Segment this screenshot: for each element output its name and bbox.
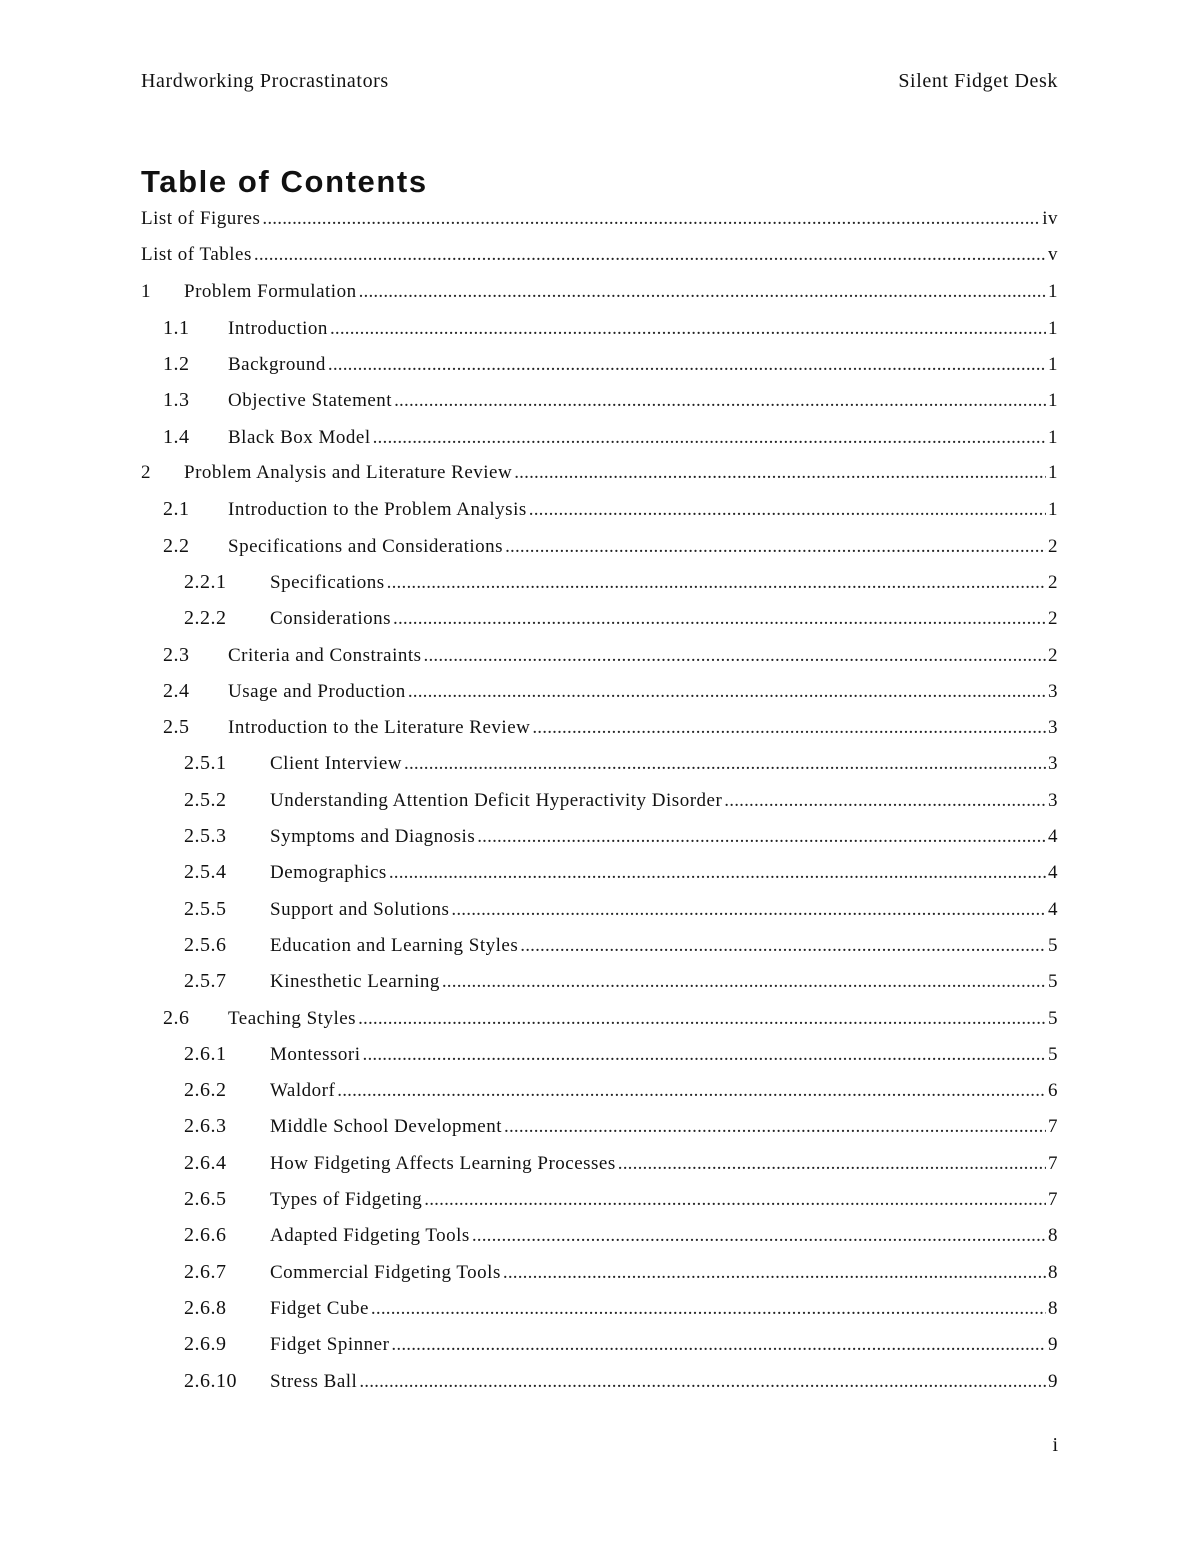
toc-entry-title: Stress Ball <box>270 1370 358 1392</box>
toc-entry-page: 2 <box>1048 644 1058 666</box>
dot-leader <box>328 347 1046 383</box>
toc-entry-number: 1.4 <box>163 425 190 448</box>
dot-leader <box>391 1327 1046 1363</box>
toc-entry-number: 2.3 <box>163 643 190 666</box>
toc-entry-number: 2.6.3 <box>184 1115 227 1138</box>
toc-entry-title: Black Box Model <box>228 426 371 448</box>
dot-leader <box>363 1037 1047 1073</box>
toc-entry-number: 1.2 <box>163 353 190 376</box>
toc-entry-page: 1 <box>1048 499 1058 521</box>
toc-entry-title: Symptoms and Diagnosis <box>270 826 476 848</box>
toc-entry-number: 2.5.3 <box>184 825 227 848</box>
dot-leader <box>359 1364 1046 1400</box>
toc-entry-page: 6 <box>1048 1080 1058 1102</box>
toc-entry[interactable] <box>141 600 1058 636</box>
toc-entry[interactable] <box>141 455 1058 491</box>
toc-entry-number: 2.6.5 <box>184 1188 227 1211</box>
toc-entry-number: 2.5.2 <box>184 788 227 811</box>
toc-entry[interactable] <box>141 237 1058 273</box>
dot-leader <box>254 237 1046 273</box>
toc-entry-page: 8 <box>1048 1297 1058 1319</box>
toc-entry-title: Client Interview <box>270 753 402 775</box>
toc-entry-title: Teaching Styles <box>228 1007 357 1029</box>
dot-leader <box>504 1109 1046 1145</box>
dot-leader <box>724 783 1046 819</box>
toc-entry-title: Middle School Development <box>270 1116 503 1138</box>
toc-entry[interactable] <box>141 491 1058 527</box>
toc-entry-number: 2.6.9 <box>184 1333 227 1356</box>
toc-entry-page: 7 <box>1048 1116 1058 1138</box>
toc-entry-number: 2.2 <box>163 534 190 557</box>
toc-entry-number: 2.5.5 <box>184 897 227 920</box>
toc-entry-page: v <box>1048 244 1058 266</box>
toc-entry-title: Specifications <box>270 571 385 593</box>
toc-entry-title: Understanding Attention Deficit Hyperactivity Disorder <box>270 789 723 811</box>
toc-entry-page: 1 <box>1048 317 1058 339</box>
toc-entry-title: Commercial Fidgeting Tools <box>270 1261 501 1283</box>
toc-entry-title: Education and Learning Styles <box>270 934 519 956</box>
toc-entry[interactable] <box>141 709 1058 745</box>
toc-entry-title: Kinesthetic Learning <box>270 971 440 993</box>
toc-entry-title: Considerations <box>270 608 391 630</box>
toc-entry[interactable] <box>141 1290 1058 1326</box>
toc-entry-page: 1 <box>1048 426 1058 448</box>
dot-leader <box>330 311 1046 347</box>
toc-entry-page: 2 <box>1048 571 1058 593</box>
dot-leader <box>337 1073 1046 1109</box>
dot-leader <box>618 1146 1046 1182</box>
toc-entry-page: 4 <box>1048 826 1058 848</box>
toc-entry-number: 2.6.6 <box>184 1224 227 1247</box>
dot-leader <box>262 201 1040 237</box>
dot-leader <box>532 710 1046 746</box>
toc-entry-page: 7 <box>1048 1189 1058 1211</box>
toc-entry-title: List of Tables <box>141 244 252 266</box>
toc-entry-title: Specifications and Considerations <box>228 535 504 557</box>
toc-entry[interactable] <box>141 1326 1058 1362</box>
toc-entry-title: Support and Solutions <box>270 898 450 920</box>
toc-entry[interactable] <box>141 564 1058 600</box>
dot-leader <box>358 1001 1046 1037</box>
toc-entry[interactable] <box>141 637 1058 673</box>
dot-leader <box>503 1255 1046 1291</box>
dot-leader <box>451 892 1046 928</box>
toc-entry[interactable] <box>141 382 1058 418</box>
toc-entry-page: 5 <box>1048 1007 1058 1029</box>
toc-entry[interactable] <box>141 963 1058 999</box>
toc-entry-number: 1.3 <box>163 389 190 412</box>
toc-entry-number: 2.5.7 <box>184 970 227 993</box>
toc-entry[interactable] <box>141 346 1058 382</box>
toc-entry-page: 7 <box>1048 1152 1058 1174</box>
toc-entry-page: 5 <box>1048 1043 1058 1065</box>
toc-entry-title: Usage and Production <box>228 680 406 702</box>
dot-leader <box>393 601 1046 637</box>
toc-entry-page: 8 <box>1048 1225 1058 1247</box>
toc-entry-page: iv <box>1042 208 1058 229</box>
toc-entry-page: 2 <box>1048 535 1058 557</box>
toc-entry-title: Adapted Fidgeting Tools <box>270 1225 470 1247</box>
dot-leader <box>389 855 1046 891</box>
toc-entry-number: 2.6.1 <box>184 1042 227 1065</box>
toc-entry-number: 2.2.2 <box>184 607 227 630</box>
dot-leader <box>371 1291 1046 1327</box>
toc-entry[interactable] <box>141 274 1058 310</box>
toc-entry[interactable] <box>141 927 1058 963</box>
toc-entry[interactable] <box>141 854 1058 890</box>
toc-entry-page: 4 <box>1048 862 1058 884</box>
toc-entry-number: 2.6 <box>163 1006 190 1029</box>
toc-entry[interactable] <box>141 1108 1058 1144</box>
dot-leader <box>404 746 1046 782</box>
toc-entry[interactable] <box>141 1217 1058 1253</box>
dot-leader <box>359 274 1046 310</box>
toc-entry-number: 2.2.1 <box>184 570 227 593</box>
toc-entry[interactable] <box>141 891 1058 927</box>
toc-entry-page: 1 <box>1048 462 1058 484</box>
dot-leader <box>472 1218 1046 1254</box>
toc-entry-number: 2 <box>141 462 151 484</box>
toc-entry-number: 2.5.1 <box>184 752 227 775</box>
toc-entry-title: Demographics <box>270 862 387 884</box>
toc-entry[interactable] <box>141 818 1058 854</box>
toc-entry-number: 2.4 <box>163 679 190 702</box>
dot-leader <box>477 819 1046 855</box>
table-of-contents <box>141 201 1058 1399</box>
toc-entry[interactable] <box>141 1181 1058 1217</box>
toc-entry-page: 8 <box>1048 1261 1058 1283</box>
toc-entry[interactable] <box>141 528 1058 564</box>
toc-entry-title: List of Figures <box>141 208 261 229</box>
dot-leader <box>387 565 1046 601</box>
toc-entry-title: Introduction to the Literature Review <box>228 717 531 739</box>
toc-entry-title: Introduction to the Problem Analysis <box>228 499 527 521</box>
header-project-name: Silent Fidget Desk <box>898 70 1058 92</box>
toc-entry-number: 2.5.4 <box>184 861 227 884</box>
toc-entry-number: 1 <box>141 280 151 302</box>
dot-leader <box>514 455 1046 491</box>
dot-leader <box>505 529 1046 565</box>
toc-entry-title: Fidget Cube <box>270 1297 369 1319</box>
toc-entry[interactable] <box>141 1036 1058 1072</box>
toc-entry-page: 3 <box>1048 789 1058 811</box>
toc-entry[interactable] <box>141 1363 1058 1399</box>
toc-entry[interactable] <box>141 1000 1058 1036</box>
toc-entry-page: 2 <box>1048 608 1058 630</box>
toc-entry[interactable] <box>141 782 1058 818</box>
toc-entry-number: 2.5.6 <box>184 933 227 956</box>
toc-entry[interactable] <box>141 201 1058 237</box>
toc-entry[interactable] <box>141 1254 1058 1290</box>
toc-entry-title: Montessori <box>270 1043 361 1065</box>
dot-leader <box>394 383 1046 419</box>
toc-entry-title: Objective Statement <box>228 390 393 412</box>
toc-entry-page: 3 <box>1048 753 1058 775</box>
toc-entry-page: 1 <box>1048 354 1058 376</box>
toc-entry-title: How Fidgeting Affects Learning Processes <box>270 1152 616 1174</box>
toc-entry-number: 2.6.4 <box>184 1151 227 1174</box>
toc-entry-number: 2.6.7 <box>184 1260 227 1283</box>
dot-leader <box>520 928 1046 964</box>
dot-leader <box>529 492 1046 528</box>
toc-entry-title: Background <box>228 354 326 376</box>
toc-entry-page: 3 <box>1048 680 1058 702</box>
toc-title: Table of Contents <box>141 164 428 199</box>
dot-leader <box>424 1182 1046 1218</box>
toc-entry[interactable] <box>141 310 1058 346</box>
toc-entry-page: 1 <box>1048 280 1058 302</box>
toc-entry[interactable] <box>141 419 1058 455</box>
toc-entry-title: Types of Fidgeting <box>270 1189 423 1211</box>
toc-entry[interactable] <box>141 745 1058 781</box>
header-team-name: Hardworking Procrastinators <box>141 70 389 92</box>
toc-entry-title: Introduction <box>228 317 328 339</box>
toc-entry-title: Problem Formulation <box>184 280 357 302</box>
toc-entry-number: 2.5 <box>163 716 190 739</box>
toc-entry-page: 5 <box>1048 971 1058 993</box>
dot-leader <box>408 674 1046 710</box>
toc-entry-title: Waldorf <box>270 1080 336 1102</box>
toc-entry-page: 9 <box>1048 1370 1058 1392</box>
toc-entry-page: 1 <box>1048 390 1058 412</box>
dot-leader <box>442 964 1046 1000</box>
toc-entry[interactable] <box>141 673 1058 709</box>
toc-entry-title: Criteria and Constraints <box>228 644 422 666</box>
toc-entry-page: 9 <box>1048 1334 1058 1356</box>
toc-entry[interactable] <box>141 1145 1058 1181</box>
toc-entry-title: Fidget Spinner <box>270 1334 390 1356</box>
page-number: i <box>1052 1434 1058 1456</box>
toc-entry-number: 1.1 <box>163 316 190 339</box>
toc-entry-number: 2.6.2 <box>184 1079 227 1102</box>
toc-entry-number: 2.6.10 <box>184 1369 237 1392</box>
running-header <box>141 70 1058 93</box>
toc-entry[interactable] <box>141 1072 1058 1108</box>
toc-entry-page: 4 <box>1048 898 1058 920</box>
toc-entry-page: 3 <box>1048 717 1058 739</box>
dot-leader <box>424 638 1046 674</box>
toc-entry-number: 2.1 <box>163 498 190 521</box>
toc-entry-page: 5 <box>1048 934 1058 956</box>
dot-leader <box>373 420 1046 456</box>
toc-entry-number: 2.6.8 <box>184 1296 227 1319</box>
toc-entry-title: Problem Analysis and Literature Review <box>184 462 513 484</box>
